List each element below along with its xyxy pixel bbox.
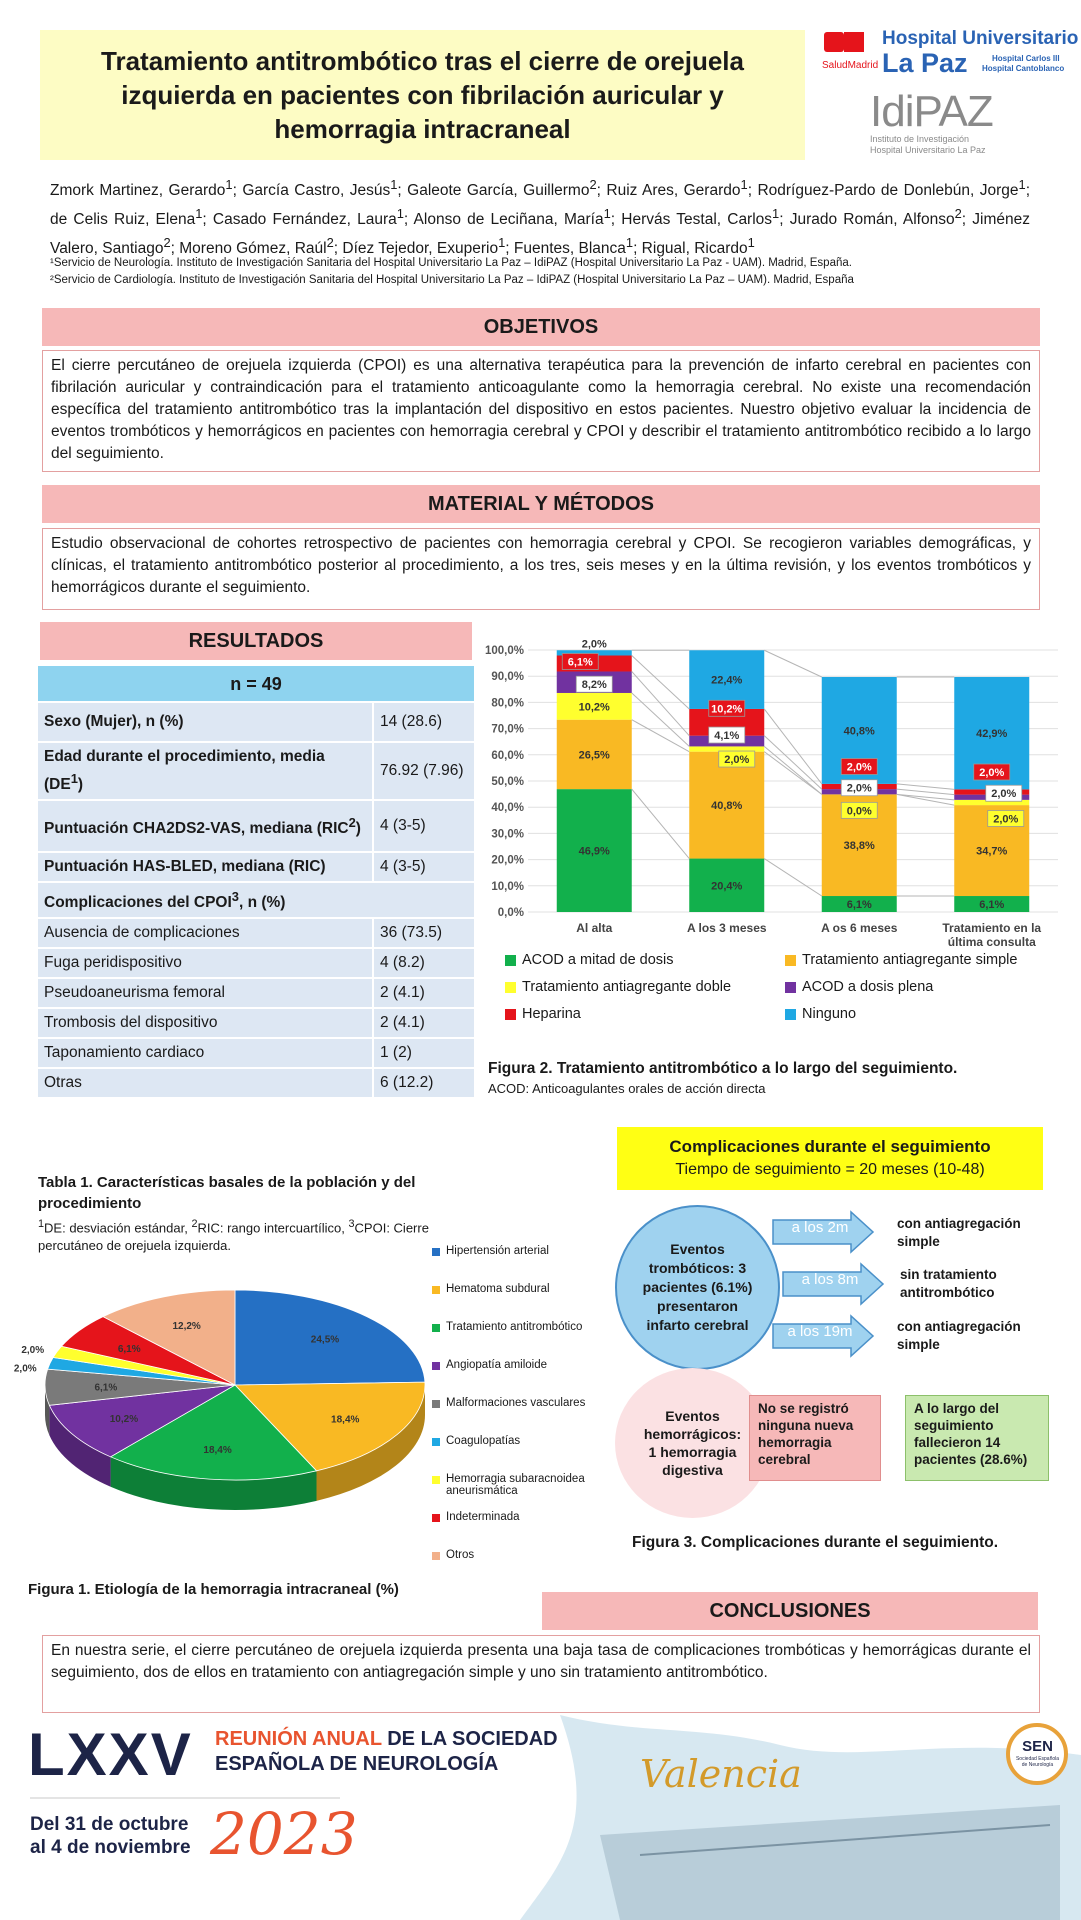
legend-swatch xyxy=(432,1400,440,1408)
table-row-label: Pseudoaneurisma femoral xyxy=(38,978,373,1008)
legend-swatch xyxy=(785,1009,796,1020)
series-connector xyxy=(897,794,955,800)
etiology-pie-chart xyxy=(13,1265,440,1545)
data-label: 2,0% xyxy=(991,788,1017,801)
legend-swatch xyxy=(505,982,516,993)
deaths-box: A lo largo del seguimiento fallecieron 14 pacientes (28.6%) xyxy=(905,1395,1049,1481)
event-time-2: a los 8m xyxy=(801,1271,859,1288)
data-label: 20,4% xyxy=(711,880,743,893)
x-category-label: Al alta xyxy=(576,921,613,935)
legend-swatch xyxy=(505,1009,516,1020)
data-label: 10,2% xyxy=(711,703,743,716)
event-time-1: a los 2m xyxy=(791,1219,849,1236)
data-label: 2,0% xyxy=(581,638,607,651)
x-category-label: A los 3 meses xyxy=(686,921,767,935)
table-row xyxy=(38,742,475,800)
conclusiones-heading: CONCLUSIONES xyxy=(542,1592,1038,1630)
hospital-la-paz-logo xyxy=(820,28,1079,78)
event-arrow-2 xyxy=(783,1264,883,1304)
sen-logo-sub: Sociedad Española de Neurología xyxy=(1015,1756,1060,1768)
y-tick-label: 50,0% xyxy=(491,776,524,788)
bar-chart-legend xyxy=(505,952,1065,1022)
legend-label: Ninguno xyxy=(802,1006,857,1022)
pie-data-label: 2,0% xyxy=(21,1345,45,1357)
hemorrhagic-events-circle xyxy=(615,1368,770,1518)
congress-year: 2023 xyxy=(210,1800,358,1868)
legend-item xyxy=(432,1359,642,1397)
legend-item xyxy=(432,1435,642,1473)
legend-item xyxy=(432,1397,642,1435)
legend-label: Coagulopatías xyxy=(446,1435,521,1447)
data-label: 34,7% xyxy=(976,845,1008,858)
sen-logo-text: SEN xyxy=(1022,1738,1053,1755)
legend-label: Tratamiento antiagregante doble xyxy=(522,979,732,995)
table-row-value: 4 (3-5) xyxy=(373,800,475,852)
legend-label: Tratamiento antiagregante simple xyxy=(802,952,1018,968)
poster-title: Tratamiento antitrombótico tras el cierre de orejuela izquierda en pacientes con fibrilación auricular y hemorragia intracraneal xyxy=(40,30,805,160)
series-connector xyxy=(632,671,690,735)
y-tick-label: 10,0% xyxy=(491,880,524,893)
series-connector xyxy=(897,784,955,790)
series-connector xyxy=(764,650,822,677)
table-row-value: 76.92 (7.96) xyxy=(373,742,475,800)
legend-label: ACOD a mitad de dosis xyxy=(522,952,674,968)
table-row-label: Edad durante el procedimiento, media $(DE^1)$ xyxy=(38,742,373,800)
table-row xyxy=(38,852,475,882)
table-row-value: 1 (2) xyxy=(373,1038,475,1068)
authors-list: Zmork Martinez, Gerardo$^1$; García Castro, Jesús$^1$; Galeote García, Guillermo$^2$; Ruiz Ares, Gerardo$^1$; Rodríguez-Pardo de Donlebún, Jorge$^1$; de Celis Ruiz, Elena$^1$; Casado Fernández, Laura$^1$; Alonso de Leciñana, María$^1$; Hervás Testal, Carlos$^1$; Jurado Román, Alfonso$^2$; Jiménez Valero, Santiago$^2$; Moreno Gómez, Raúl$^2$; Díez Tejedor, Exuperio$^1$; Fuentes, Blanca$^1$; Rigual, Ricardo$^1$ xyxy=(50,177,1031,258)
hospital-logo-line1: Hospital Universitario xyxy=(882,28,1079,49)
congress-dates-line1: Del 31 de octubre xyxy=(30,1814,189,1835)
congress-name-accent: REUNIÓN ANUAL xyxy=(215,1728,382,1750)
table-row-label: Fuga peridispositivo xyxy=(38,948,373,978)
y-tick-label: 30,0% xyxy=(491,828,524,841)
table-row xyxy=(38,800,475,852)
series-connector xyxy=(632,720,690,752)
table-n-header: n = 49 xyxy=(38,666,475,702)
complications-title-box xyxy=(617,1127,1043,1190)
pie-chart-legend xyxy=(432,1245,642,1587)
legend-label: Hemorragia subaracnoidea aneurismática xyxy=(446,1473,585,1497)
salud-madrid-text: SaludMadrid xyxy=(822,60,879,71)
table-row-value: 2 (4.1) xyxy=(373,1008,475,1038)
series-connector xyxy=(897,789,955,795)
legend-label: Indeterminada xyxy=(446,1511,520,1523)
legend-item xyxy=(432,1511,642,1549)
congress-dates-line2: al 4 de noviembre xyxy=(30,1837,191,1858)
data-label: 40,8% xyxy=(711,800,743,813)
legend-swatch xyxy=(432,1476,440,1484)
legend-label: Heparina xyxy=(522,1006,581,1022)
legend-item xyxy=(432,1245,642,1283)
objetivos-heading: OBJETIVOS xyxy=(42,308,1040,346)
baseline-table-body xyxy=(38,666,475,1098)
y-tick-label: 0,0% xyxy=(497,907,524,919)
data-label: 2,0% xyxy=(846,761,872,774)
table-row xyxy=(38,948,475,978)
legend-swatch xyxy=(432,1248,440,1256)
hospital-logo-line2: La Paz xyxy=(882,48,968,78)
table-row xyxy=(38,918,475,948)
legend-swatch xyxy=(432,1324,440,1332)
table-row-label: Ausencia de complicaciones xyxy=(38,918,373,948)
congress-name xyxy=(215,1727,558,1777)
legend-label: Angiopatía amiloide xyxy=(446,1359,548,1371)
legend-item xyxy=(505,1006,785,1022)
data-label: 6,1% xyxy=(979,899,1005,912)
data-label: 4,1% xyxy=(714,730,740,743)
legend-item xyxy=(785,952,1065,968)
y-tick-label: 20,0% xyxy=(491,854,524,867)
table-caption: Tabla 1. Características basales de la población y del procedimiento xyxy=(38,1174,416,1212)
pie-data-label: 10,2% xyxy=(109,1414,139,1426)
legend-label: ACOD a dosis plena xyxy=(802,979,934,995)
pie-data-label: 24,5% xyxy=(310,1334,340,1346)
affiliation-2: ²Servicio de Cardiología. Instituto de Investigación Sanitaria del Hospital Universitario La Paz – IdiPAZ (Hospital Universitario La Paz – UAM). Madrid, España xyxy=(50,274,854,286)
legend-swatch xyxy=(505,955,516,966)
madrid-flag-icon xyxy=(844,32,864,52)
metodos-text: Estudio observacional de cohortes retrospectivo de pacientes con hemorragia cerebral y CPOI. Se recogieron variables demográficas, y clínicas, el tratamiento antitrombótico posterior al procedimiento, a los tres, seis meses y en la última revisión, y los eventos trombóticos y hemorrágicos durante el seguimiento. xyxy=(42,528,1040,610)
legend-label: Malformaciones vasculares xyxy=(446,1397,586,1409)
data-label: 2,0% xyxy=(993,813,1019,826)
thrombotic-events-circle xyxy=(615,1205,780,1370)
legend-swatch xyxy=(432,1438,440,1446)
congress-name-line1 xyxy=(215,1727,558,1752)
y-tick-label: 100,0% xyxy=(484,645,524,657)
series-connector xyxy=(764,859,822,896)
legend-item xyxy=(505,952,785,968)
data-label: 2,0% xyxy=(979,767,1005,780)
table-row-value: 2 (4.1) xyxy=(373,978,475,1008)
table-row xyxy=(38,1038,475,1068)
pie-data-label: 6,1% xyxy=(117,1343,141,1355)
table-row-value: 4 (3-5) xyxy=(373,852,475,882)
idipaz-sub1: Instituto de Investigación xyxy=(870,134,970,144)
table-row-value: 4 (8.2) xyxy=(373,948,475,978)
y-tick-label: 80,0% xyxy=(491,697,524,710)
idipaz-sub2: Hospital Universitario La Paz xyxy=(870,145,986,155)
congress-dates xyxy=(30,1813,191,1859)
complications-title: Complicaciones durante el seguimiento xyxy=(669,1137,991,1156)
legend-item xyxy=(432,1321,642,1359)
followup-time: Tiempo de seguimiento = 20 meses (10-48) xyxy=(675,1161,985,1178)
legend-swatch xyxy=(432,1286,440,1294)
data-label: 2,0% xyxy=(724,754,750,767)
legend-swatch xyxy=(432,1552,440,1560)
congress-name-line2: ESPAÑOLA DE NEUROLOGÍA xyxy=(215,1753,499,1775)
figure2-note: ACOD: Anticoagulantes orales de acción directa xyxy=(488,1081,766,1096)
data-label: 8,2% xyxy=(581,679,607,692)
data-label: 6,1% xyxy=(567,656,593,669)
series-connector xyxy=(632,789,690,858)
table-row xyxy=(38,1068,475,1098)
legend-label: Otros xyxy=(446,1549,475,1561)
data-label: 6,1% xyxy=(846,899,872,912)
pie-data-label: 2,0% xyxy=(13,1363,37,1375)
data-label: 26,5% xyxy=(578,749,610,762)
figure2-caption: Figura 2. Tratamiento antitrombótico a lo largo del seguimiento. xyxy=(488,1060,958,1077)
x-category-label: última consulta xyxy=(947,935,1036,949)
table-row-label: Sexo (Mujer), n (%) xyxy=(38,702,373,742)
pie-data-label: 18,4% xyxy=(203,1445,232,1457)
table-row-label: Puntuación CHA2DS2-VAS, mediana (RIC$^2$) xyxy=(38,800,373,852)
table-row-value: 6 (12.2) xyxy=(373,1068,475,1098)
legend-item xyxy=(785,1006,1065,1022)
series-connector xyxy=(764,746,822,794)
data-label: 22,4% xyxy=(711,674,743,687)
x-category-label: A os 6 meses xyxy=(821,921,898,935)
event-arrow-1 xyxy=(773,1212,873,1252)
congress-number: LXXV xyxy=(28,1721,193,1788)
data-label: 2,0% xyxy=(846,782,872,795)
figure3-caption: Figura 3. Complicaciones durante el seguimiento. xyxy=(632,1534,999,1551)
series-connector xyxy=(897,794,955,805)
conclusiones-text: En nuestra serie, el cierre percutáneo de orejuela izquierda presenta una baja tasa de complicaciones trombóticas y hemorrágicas durante el seguimiento, dos de ellos en tratamiento con antiagregación simple y uno sin tratamiento antitrombótico. xyxy=(42,1635,1040,1713)
metodos-heading: MATERIAL Y MÉTODOS xyxy=(42,485,1040,523)
data-label: 38,8% xyxy=(843,840,875,853)
table-row-label: Puntuación HAS-BLED, mediana (RIC) xyxy=(38,852,373,882)
event-desc-3: con antiagregación simple xyxy=(897,1319,1021,1352)
congress-name-rest: DE LA SOCIEDAD xyxy=(381,1728,558,1750)
event-desc-1: con antiagregación simple xyxy=(897,1216,1021,1249)
y-tick-label: 40,0% xyxy=(491,802,524,815)
legend-item xyxy=(785,979,1065,995)
legend-swatch xyxy=(785,982,796,993)
hemorrhagic-events-text: Eventos hemorrágicos: 1 hemorragia digestiva xyxy=(643,1408,742,1478)
data-label: 10,2% xyxy=(578,701,610,714)
event-arrow-3 xyxy=(773,1316,873,1356)
legend-label: Hipertensión arterial xyxy=(446,1245,549,1257)
pie-data-label: 12,2% xyxy=(172,1321,201,1333)
legend-swatch xyxy=(785,955,796,966)
logo-cross-icon xyxy=(824,32,844,52)
figure1-caption: Figura 1. Etiología de la hemorragia intracraneal (%) xyxy=(28,1581,399,1598)
legend-swatch xyxy=(432,1362,440,1370)
y-tick-label: 60,0% xyxy=(491,749,524,762)
pie-data-label: 18,4% xyxy=(331,1414,360,1426)
table-row-label: Complicaciones del CPOI$^3$, n (%) xyxy=(38,882,475,918)
treatment-stacked-bar-chart xyxy=(480,632,1070,952)
idipaz-name: IdiPAZ xyxy=(870,87,993,136)
legend-item xyxy=(432,1283,642,1321)
legend-label: Tratamiento antitrombótico xyxy=(446,1321,583,1333)
event-desc-2: sin tratamiento antitrombótico xyxy=(900,1267,997,1300)
affiliations xyxy=(50,255,1030,289)
resultados-heading: RESULTADOS xyxy=(40,622,472,660)
congress-city: Valencia xyxy=(640,1752,802,1796)
table-row-label: Otras xyxy=(38,1068,373,1098)
table-note: $^1$DE: desviación estándar, $^2$RIC: rango intercuartílico, $^3$CPOI: Cierre percutáneo de orejuela izquierda. xyxy=(38,1218,429,1254)
data-label: 46,9% xyxy=(578,845,610,858)
hospital-logo-sub2: Hospital Cantoblanco xyxy=(982,64,1065,73)
idipaz-logo xyxy=(870,87,1030,160)
sen-logo xyxy=(1005,1722,1070,1787)
legend-item xyxy=(505,979,785,995)
y-tick-label: 90,0% xyxy=(491,671,524,684)
table-row-label: Trombosis del dispositivo xyxy=(38,1008,373,1038)
event-time-3: a los 19m xyxy=(787,1323,853,1340)
pie-data-label: 6,1% xyxy=(94,1382,118,1394)
table-row xyxy=(38,702,475,742)
legend-swatch xyxy=(432,1514,440,1522)
objetivos-text: El cierre percutáneo de orejuela izquierda (CPOI) es una alternativa terapéutica para la prevención de infarto cerebral en pacientes con fibrilación auricular y contraindicación para el tratamiento anticoagulante como la hemorragia cerebral. No existe una recomendación específica del tratamiento antitrombótico tras la implantación del dispositivo en estos pacientes. Nuestro objetivo evaluar la incidencia de eventos trombóticos y hemorrágicos en pacientes con hemorragia cerebral y CPOI y describir el tratamiento antitrombótico recibido a lo largo del seguimiento. xyxy=(42,350,1040,472)
data-label: 0,0% xyxy=(846,805,872,818)
table-row xyxy=(38,978,475,1008)
table-row-label: Taponamiento cardiaco xyxy=(38,1038,373,1068)
table-row-value: 36 (73.5) xyxy=(373,918,475,948)
hospital-logo-sub1: Hospital Carlos III xyxy=(992,54,1060,63)
table-row xyxy=(38,1008,475,1038)
legend-label: Hematoma subdural xyxy=(446,1283,550,1295)
table-row-value: 14 (28.6) xyxy=(373,702,475,742)
x-category-label: Tratamiento en la xyxy=(942,921,1042,935)
thrombotic-events-text: Eventos trombóticos: 3 pacientes (6.1%) presentaron infarto cerebral xyxy=(642,1241,753,1333)
table-header-row xyxy=(38,666,475,702)
no-new-hemorrhage-box: No se registró ninguna nueva hemorragia cerebral xyxy=(749,1395,881,1481)
legend-item xyxy=(432,1473,642,1511)
data-label: 40,8% xyxy=(843,725,875,738)
data-label: 42,9% xyxy=(976,728,1008,741)
baseline-table xyxy=(38,666,476,1099)
table-row xyxy=(38,882,475,918)
affiliation-1: ¹Servicio de Neurología. Instituto de Investigación Sanitaria del Hospital Universitario La Paz – IdiPAZ (Hospital Universitario La Paz - UAM). Madrid, España. xyxy=(50,257,852,269)
y-tick-label: 70,0% xyxy=(491,723,524,736)
